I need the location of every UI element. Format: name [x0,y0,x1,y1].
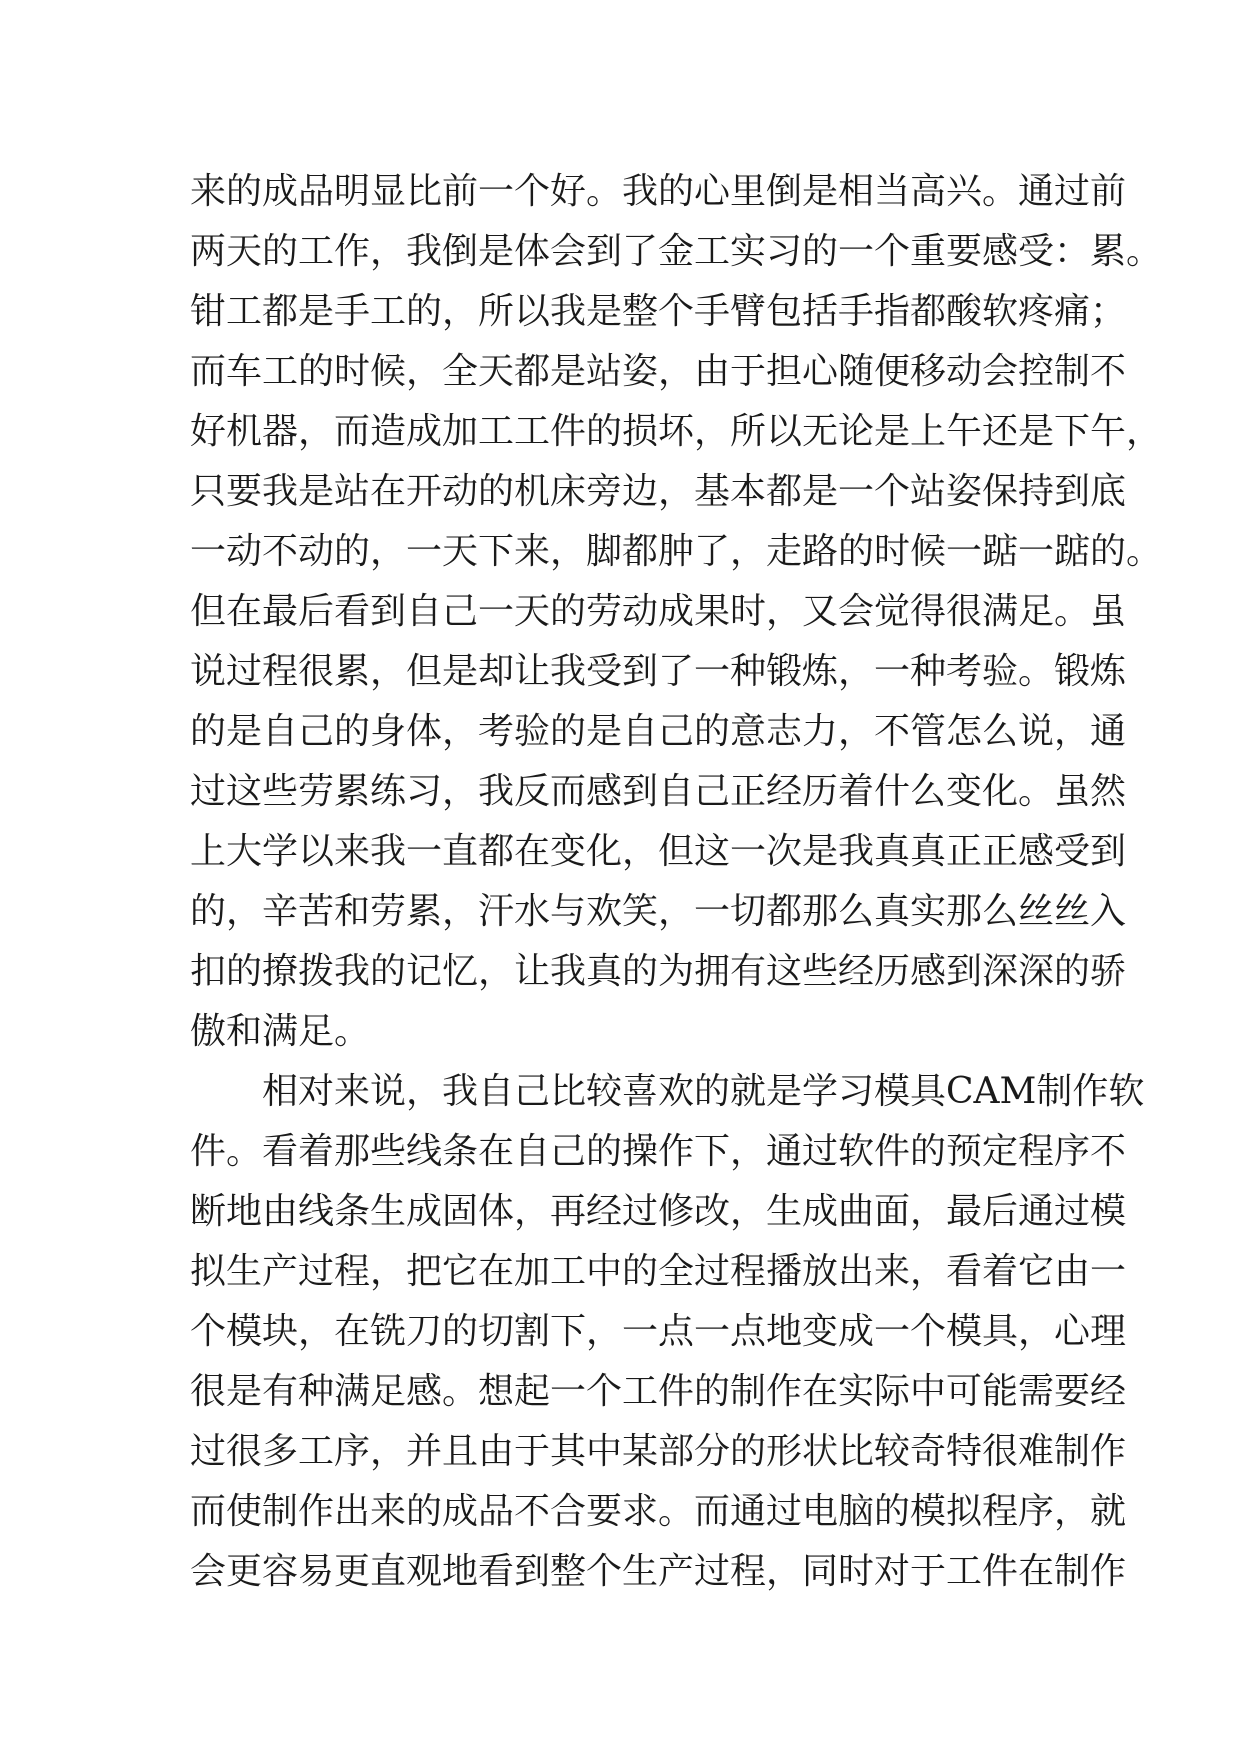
body-text [190,162,1163,1602]
text-line: 相对来说，我自己比较喜欢的就是学习模具CAM制作软 [262,1071,1145,1112]
text-line: 说过程很累，但是却让我受到了一种锻炼，一种考验。锻炼 [190,651,1127,692]
text-line: 个模块，在铣刀的切割下，一点一点地变成一个模具，心理 [190,1311,1127,1352]
text-line: 会更容易更直观地看到整个生产过程，同时对于工件在制作 [190,1551,1127,1592]
text-line: 好机器，而造成加工工件的损坏，所以无论是上午还是下午， [190,411,1163,452]
text-line: 过很多工序，并且由于其中某部分的形状比较奇特很难制作 [190,1431,1127,1472]
text-line: 但在最后看到自己一天的劳动成果时，又会觉得很满足。虽 [190,591,1127,632]
text-line: 过这些劳累练习，我反而感到自己正经历着什么变化。虽然 [190,771,1127,812]
text-line: 一动不动的，一天下来，脚都肿了，走路的时候一踮一踮的。 [190,531,1163,572]
text-line: 拟生产过程，把它在加工中的全过程播放出来，看着它由一 [190,1251,1127,1292]
paragraph-2 [190,1062,1145,1602]
text-line: 上大学以来我一直都在变化，但这一次是我真真正正感受到 [190,831,1127,872]
text-line: 两天的工作，我倒是体会到了金工实习的一个重要感受：累。 [190,231,1163,272]
text-line: 傲和满足。 [190,1011,371,1052]
text-line: 只要我是站在开动的机床旁边，基本都是一个站姿保持到底 [190,471,1127,512]
text-line: 断地由线条生成固体，再经过修改，生成曲面，最后通过模 [190,1191,1127,1232]
text-line: 的，辛苦和劳累，汗水与欢笑，一切都那么真实那么丝丝入 [190,891,1127,932]
text-line: 扣的撩拨我的记忆，让我真的为拥有这些经历感到深深的骄 [190,951,1127,992]
paragraph-1 [190,162,1163,1062]
text-line: 钳工都是手工的，所以我是整个手臂包括手指都酸软疼痛； [190,291,1127,332]
text-line: 来的成品明显比前一个好。我的心里倒是相当高兴。通过前 [190,171,1127,212]
text-line: 件。看着那些线条在自己的操作下，通过软件的预定程序不 [190,1131,1127,1172]
text-line: 的是自己的身体，考验的是自己的意志力，不管怎么说，通 [190,711,1127,752]
text-line: 很是有种满足感。想起一个工件的制作在实际中可能需要经 [190,1371,1127,1412]
text-line: 而车工的时候，全天都是站姿，由于担心随便移动会控制不 [190,351,1127,392]
text-line: 而使制作出来的成品不合要求。而通过电脑的模拟程序，就 [190,1491,1127,1532]
